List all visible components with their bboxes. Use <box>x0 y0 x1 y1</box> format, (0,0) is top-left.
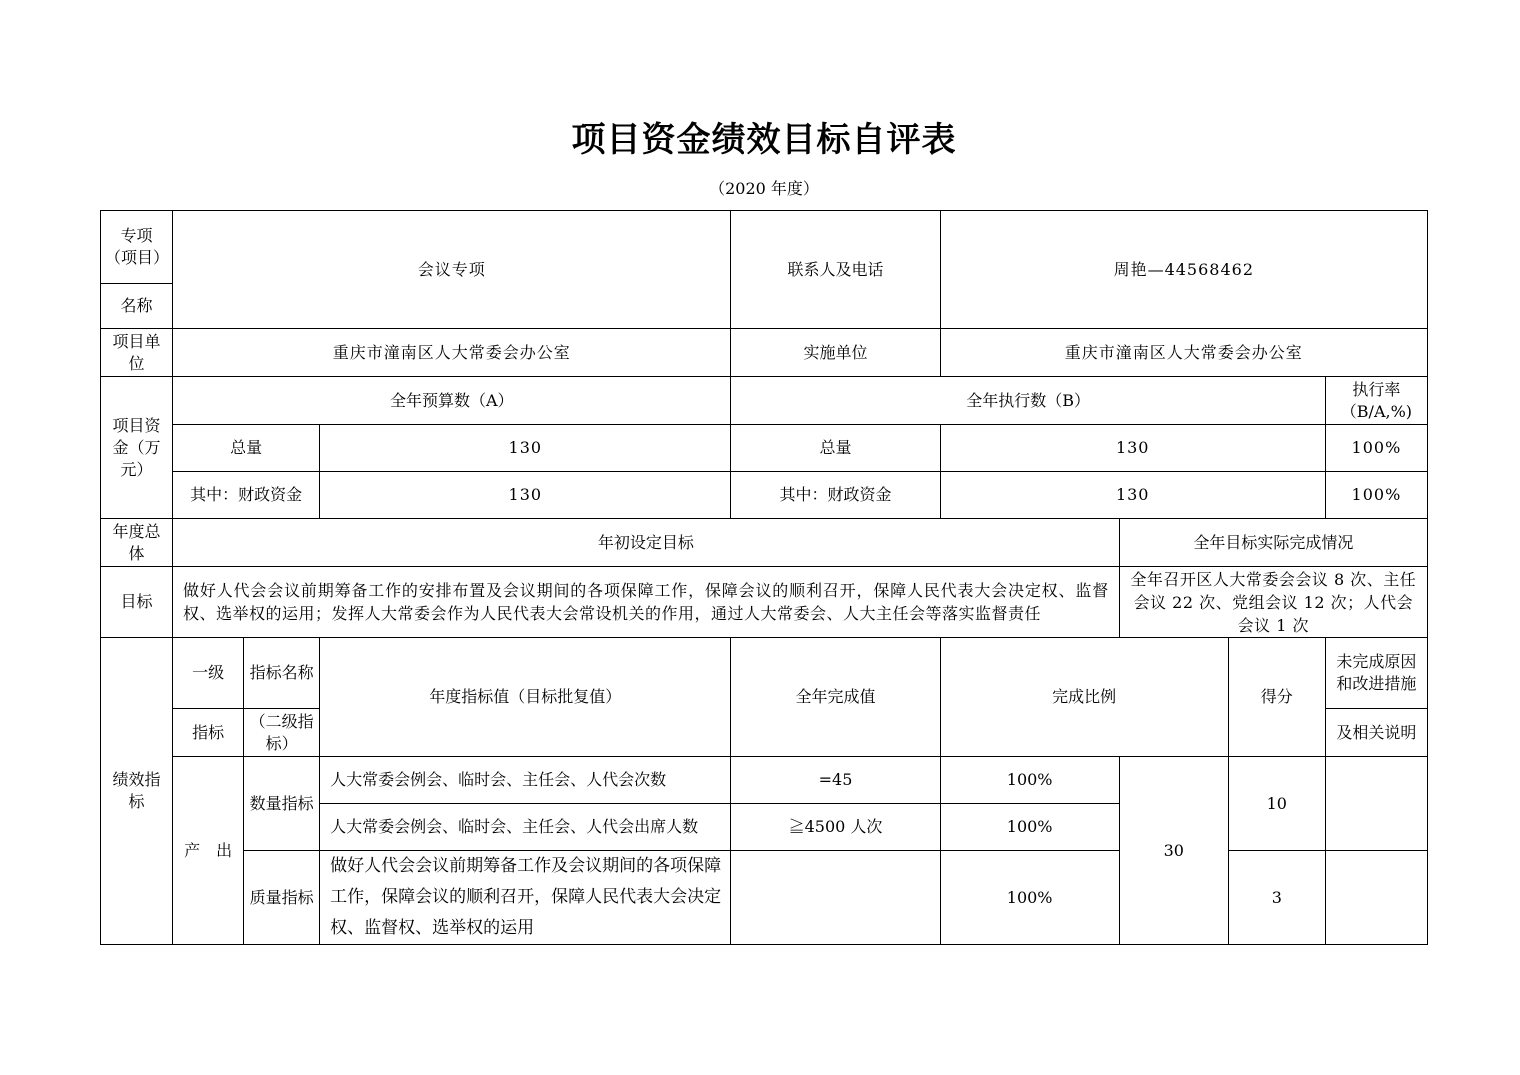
qty-ratio-1: 100% <box>940 757 1119 804</box>
project-name-label: 专项（项目） <box>101 211 173 284</box>
ratio-header: 完成比例 <box>940 638 1228 757</box>
funds-fiscal-budget: 130 <box>320 472 731 519</box>
level2-header-2: （二级指标） <box>244 709 320 757</box>
level2-header: 指标名称 <box>244 638 320 709</box>
exec-header: 全年执行数（B） <box>731 377 1325 425</box>
funds-total-label: 总量 <box>173 425 320 472</box>
funds-total-budget: 130 <box>320 425 731 472</box>
project-name-label-2: 名称 <box>101 284 173 329</box>
planned-goal-header: 年初设定目标 <box>173 519 1120 567</box>
target-header: 年度指标值（目标批复值） <box>320 638 731 757</box>
year-subtitle: （2020 年度） <box>709 179 819 198</box>
funds-fiscal-exec: 130 <box>940 472 1325 519</box>
qual-done <box>731 851 940 945</box>
qty-done-1: =45 <box>731 757 940 804</box>
qual-indicator-label: 质量指标 <box>244 851 320 945</box>
funds-total-rate: 100% <box>1325 425 1427 472</box>
funds-total-exec-label: 总量 <box>731 425 940 472</box>
impl-unit-value: 重庆市潼南区人大常委会办公室 <box>940 329 1427 377</box>
reason-header: 未完成原因和改进措施 <box>1325 638 1427 709</box>
rate-header: 执行率（B/A,%) <box>1325 377 1427 425</box>
done-header: 全年完成值 <box>731 638 940 757</box>
actual-goal-text: 全年召开区人大常委会会议 8 次、主任会议 22 次、党组会议 12 次；人代会会议 1 次 <box>1119 567 1427 638</box>
level1-header-2: 指标 <box>173 709 244 757</box>
reason-header-2: 及相关说明 <box>1325 709 1427 757</box>
score-header: 得分 <box>1228 638 1325 757</box>
goal-label-2: 目标 <box>101 567 173 638</box>
project-name-value: 会议专项 <box>173 211 731 329</box>
planned-goal-text: 做好人代会会议前期筹备工作的安排布置及会议期间的各项保障工作，保障会议的顺利召开，保障人民代表大会决定权、监督权、选举权的运用；发挥人大常委会作为人民代表大会常设机关的作用，通过人大常委会、人大主任会等落实监督责任 <box>173 567 1120 638</box>
qty-reason <box>1325 757 1427 851</box>
qty-done-2: ≧4500 人次 <box>731 804 940 851</box>
funds-label: 项目资金（万元） <box>101 377 173 519</box>
funds-total-exec: 130 <box>940 425 1325 472</box>
qual-reason <box>1325 851 1427 945</box>
qty-score: 10 <box>1228 757 1325 851</box>
weight-value: 30 <box>1119 757 1228 945</box>
contact-label: 联系人及电话 <box>731 211 940 329</box>
qual-ratio: 100% <box>940 851 1119 945</box>
goal-label: 年度总体 <box>101 519 173 567</box>
project-unit-label: 项目单位 <box>101 329 173 377</box>
contact-value: 周艳—44568462 <box>940 211 1427 329</box>
qty-ratio-2: 100% <box>940 804 1119 851</box>
funds-fiscal-label: 其中：财政资金 <box>173 472 320 519</box>
category-output: 产 出 <box>173 757 244 945</box>
qty-target-2: 人大常委会例会、临时会、主任会、人代会出席人数 <box>320 804 731 851</box>
qty-target-1: 人大常委会例会、临时会、主任会、人代会次数 <box>320 757 731 804</box>
impl-unit-label: 实施单位 <box>731 329 940 377</box>
level1-header: 一级 <box>173 638 244 709</box>
budget-header: 全年预算数（A） <box>173 377 731 425</box>
funds-fiscal-rate: 100% <box>1325 472 1427 519</box>
qty-indicator-label: 数量指标 <box>244 757 320 851</box>
qual-target: 做好人代会会议前期筹备工作及会议期间的各项保障工作，保障会议的顺利召开，保障人民代表大会决定权、监督权、选举权的运用 <box>320 851 731 945</box>
document-title: 项目资金绩效目标自评表 <box>571 120 957 160</box>
perf-indicators-label: 绩效指标 <box>101 638 173 945</box>
funds-fiscal-exec-label: 其中：财政资金 <box>731 472 940 519</box>
qual-score: 3 <box>1228 851 1325 945</box>
project-unit-value: 重庆市潼南区人大常委会办公室 <box>173 329 731 377</box>
actual-goal-header: 全年目标实际完成情况 <box>1119 519 1427 567</box>
evaluation-table <box>100 210 1428 945</box>
